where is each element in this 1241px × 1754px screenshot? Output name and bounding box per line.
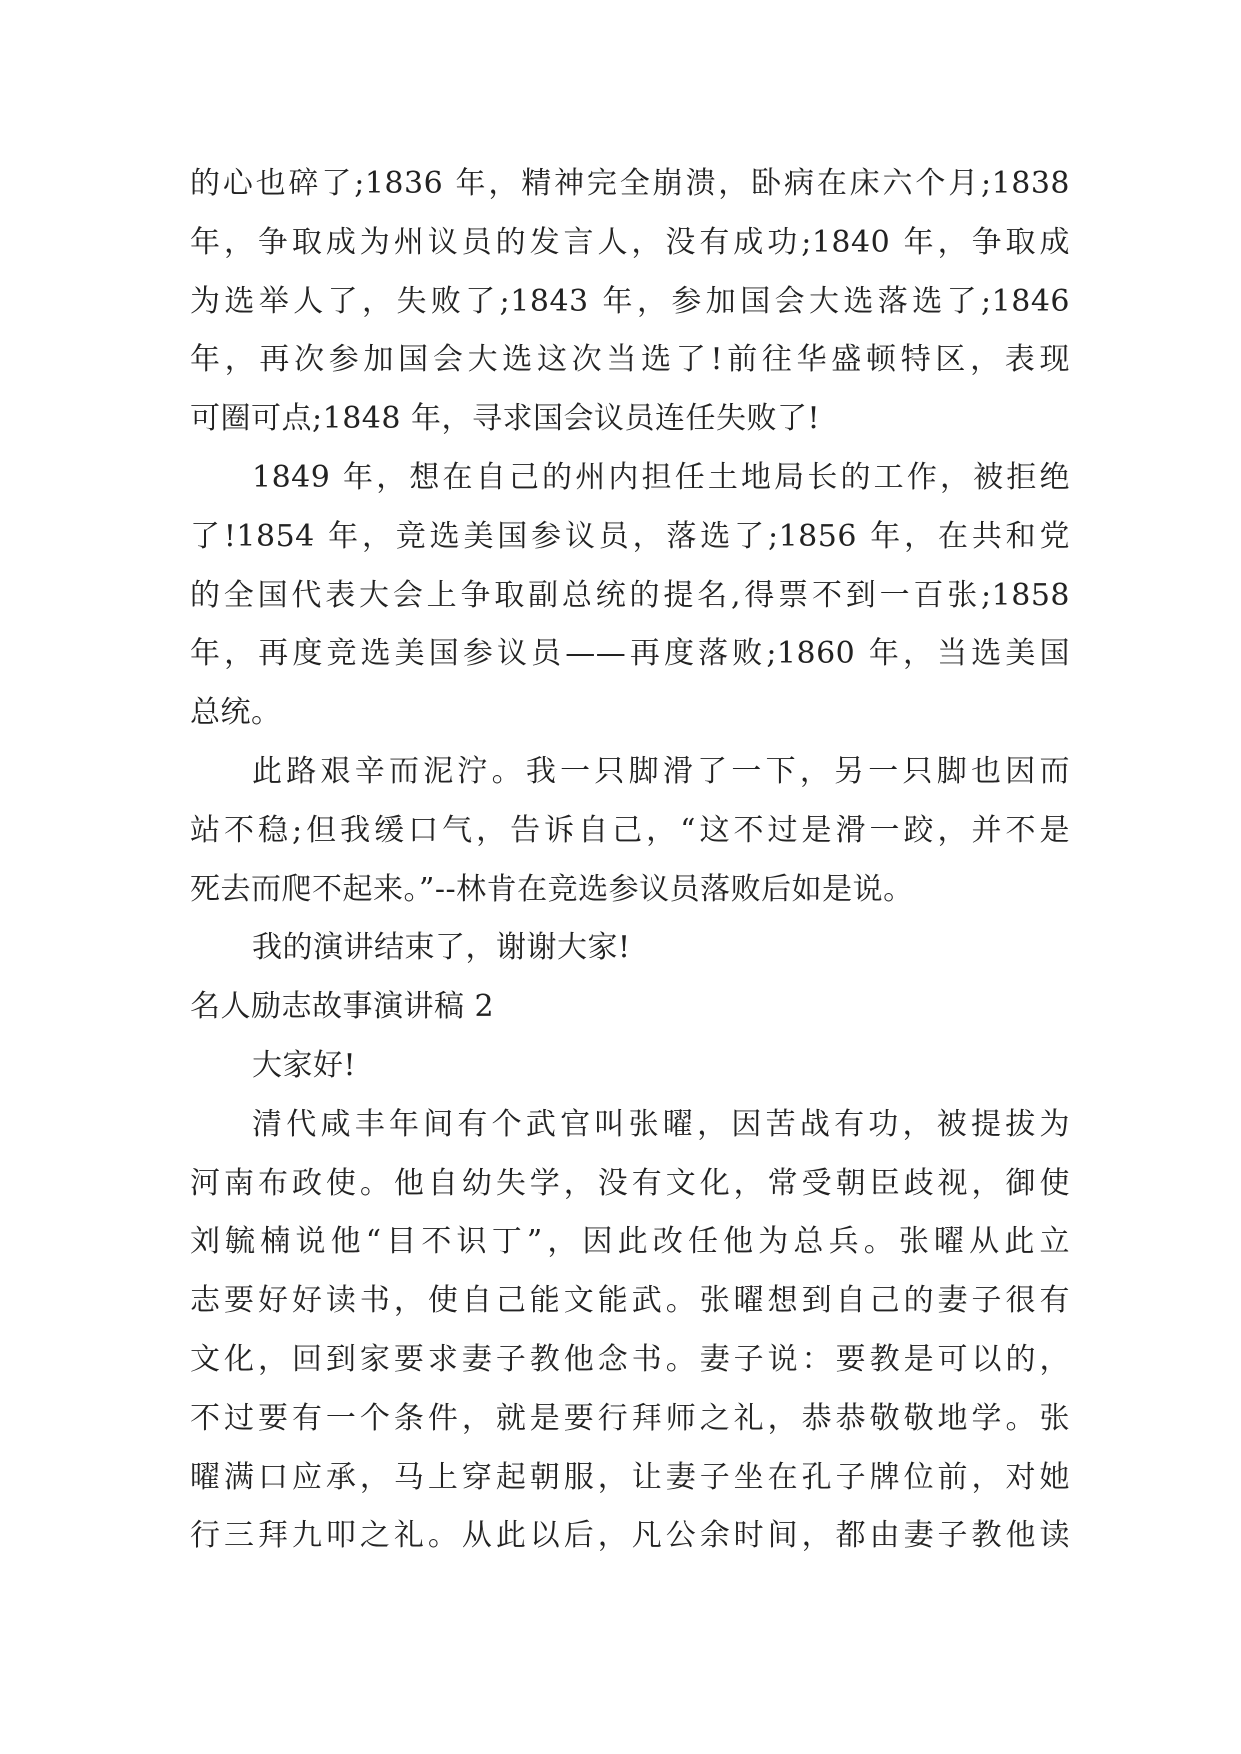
text-line: 河南布政使。他自幼失学，没有文化，常受朝臣歧视，御使 [190, 1165, 1070, 1201]
text-line: 清代咸丰年间有个武官叫张曜，因苦战有功，被提拔为 [252, 1106, 1070, 1142]
text-line: 行三拜九叩之礼。从此以后，凡公余时间，都由妻子教他读 [190, 1518, 1070, 1554]
text-line: 总统。 [190, 695, 282, 731]
text-line: 文化，回到家要求妻子教他念书。妻子说：要教是可以的， [190, 1341, 1070, 1377]
text-line: 1849 年，想在自己的州内担任土地局长的工作，被拒绝 [252, 459, 1070, 495]
text-line: 了!1854 年，竞选美国参议员，落选了;1856 年，在共和党 [190, 518, 1070, 554]
text-line: 可圈可点;1848 年，寻求国会议员连任失败了! [190, 401, 821, 437]
text-line: 曜满口应承，马上穿起朝服，让妻子坐在孔子牌位前，对她 [190, 1459, 1070, 1495]
section-heading: 名人励志故事演讲稿 2 [190, 989, 495, 1025]
text-line: 的心也碎了;1836 年，精神完全崩溃，卧病在床六个月;1838 [190, 166, 1070, 201]
text-line: 的全国代表大会上争取副总统的提名,得票不到一百张;1858 [190, 577, 1070, 613]
text-line: 站不稳;但我缓口气，告诉自己，“这不过是滑一跤，并不是 [190, 812, 1070, 848]
text-line: 刘毓楠说他“目不识丁”，因此改任他为总兵。张曜从此立 [190, 1224, 1070, 1260]
paragraph-1 [190, 155, 1070, 449]
text-line: 此路艰辛而泥泞。我一只脚滑了一下，另一只脚也因而 [252, 753, 1070, 789]
text-line: 年，争取成为州议员的发言人，没有成功;1840 年，争取成 [190, 224, 1070, 260]
story-paragraph [190, 1096, 1070, 1566]
paragraph-4 [190, 919, 1070, 978]
text-line: 死去而爬不起来。”--林肯在竞选参议员落败后如是说。 [190, 871, 914, 907]
text-line: 不过要有一个条件，就是要行拜师之礼，恭恭敬敬地学。张 [190, 1400, 1070, 1436]
text-line: 年，再度竞选美国参议员——再度落败;1860 年，当选美国 [190, 636, 1070, 672]
paragraph-3 [190, 743, 1070, 919]
paragraph-2 [190, 449, 1070, 743]
document-body [190, 155, 1070, 1566]
text-line: 年，再次参加国会大选这次当选了!前往华盛顿特区，表现 [190, 342, 1070, 378]
greeting: 大家好! [252, 1047, 357, 1083]
text-line: 为选举人了，失败了;1843 年，参加国会大选落选了;1846 [190, 283, 1070, 319]
text-line: 我的演讲结束了，谢谢大家! [252, 930, 631, 966]
text-line: 志要好好读书，使自己能文能武。张曜想到自己的妻子很有 [190, 1283, 1070, 1319]
